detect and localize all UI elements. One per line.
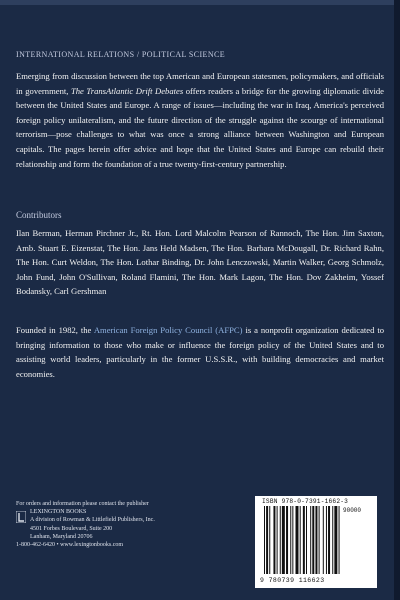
- publisher-address-1: 4501 Forbes Boulevard, Suite 200: [30, 525, 113, 532]
- category-label: INTERNATIONAL RELATIONS / POLITICAL SCIENCE: [16, 50, 226, 59]
- publisher-block: [16, 500, 266, 549]
- orders-line: For orders and information please contact the publisher: [16, 501, 149, 507]
- publisher-name: LEXINGTON BOOKS: [30, 509, 87, 516]
- isbn-label: ISBN 978-0-7391-1662-3: [262, 498, 349, 505]
- price-code: 90000: [343, 507, 362, 514]
- afpc-text-start: Founded in 1982, the: [16, 325, 94, 335]
- publisher-address-2: Lanham, Maryland 20706: [30, 533, 93, 540]
- top-rule: [0, 0, 400, 5]
- spine-edge: [394, 0, 400, 600]
- afpc-name: American Foreign Policy Council (AFPC): [93, 325, 243, 335]
- ean-digits: 9 780739 116623: [260, 577, 325, 584]
- publisher-division: A division of Rowman & Littlefield Publishers, Inc.: [30, 517, 155, 524]
- contributors-heading: Contributors: [16, 210, 62, 220]
- intro-text-start: Emerging from discussion between the top American and European statesmen, policymakers, and officials in government,: [16, 71, 384, 96]
- intro-text-end: offers readers a bridge for the growing diplomatic divide between the United States and Europe. A range of issues—including the war in Iraq, America's perceived foreign policy unilateralism, and the future direction of the struggle against the scourge of international terrorism—pose challenges to what was once a strong alliance between Washington and European capitals. The pages herein offer advice and hope that the United States and Europe can rebuild their relationship and form the foundation of a true twenty-first-century partnership.: [16, 85, 384, 169]
- afpc-text-end: is a nonprofit organization dedicated to bringing information to those who make or influence the foreign policy of the United States and to assisting world leaders, particularly in the former U.S.S.R., with building democracies and market economies.: [16, 325, 385, 379]
- contributors-list: Ilan Berman, Herman Pirchner Jr., Rt. Hon. Lord Malcolm Pearson of Rannoch, The Hon. Jim Saxton, Amb. Stuart E. Eizenstat, The Hon. Jans Held Madsen, The Hon. Barbara McDougall, Dr. Richard Rahn, The Hon. Curt Weldon, The Hon. Lothar Binding, Dr. John Lenczowski, Martin Walker, Georg Schmolz, John Fund, John O'Sullivan, Roland Flamini, The Hon. Mark Lagon, The Hon. Dov Zakheim, Yossef Bodansky, Carl Gershman: [16, 228, 384, 297]
- barcode-graphic: [260, 506, 372, 576]
- book-title: The TransAtlantic Drift Debates: [70, 85, 184, 96]
- afpc-paragraph: [16, 323, 384, 381]
- intro-paragraph: [16, 69, 384, 171]
- publisher-contact: 1-800-462-6420 • www.lexingtonbooks.com: [16, 542, 124, 549]
